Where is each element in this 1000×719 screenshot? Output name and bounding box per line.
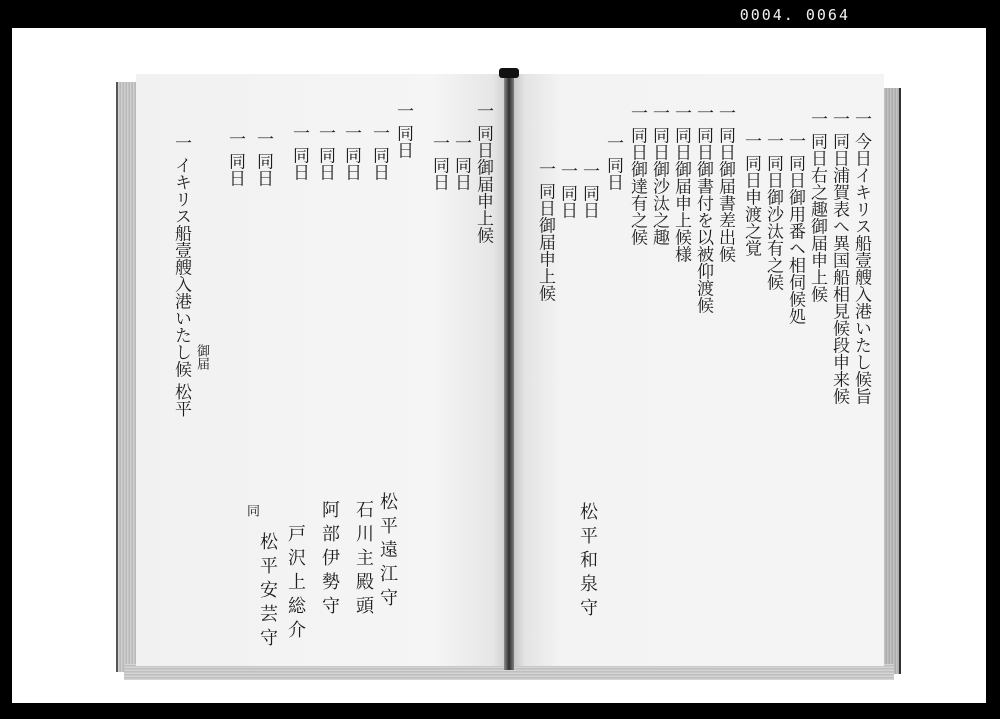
left-col-6: 一 同日 xyxy=(341,124,361,181)
right-col-2: 一 同日浦賀表へ異国船相見候段申来候 xyxy=(829,110,849,405)
book-spine xyxy=(504,74,514,670)
left-col-4: 一 同日 xyxy=(393,102,413,159)
left-col-11: 一 イキリス船壹艘入港いたし候 松平 xyxy=(171,134,191,417)
right-col-9: 一 同日御届申上候様 xyxy=(671,104,691,263)
document-scan xyxy=(12,28,986,703)
page-stack-right-edge xyxy=(881,88,901,674)
left-col-7: 一 同日 xyxy=(315,124,335,181)
signature-tozawa-kazusa: 戸沢上総介 xyxy=(285,524,306,644)
right-col-15: 一 同日御届申上候 xyxy=(535,160,555,302)
right-col-6: 一 同日申渡之覚 xyxy=(741,132,761,257)
right-col-7: 一 同日御届書差出候 xyxy=(715,104,735,263)
open-book xyxy=(116,74,901,702)
right-col-3: 一 同日右之趣御届申上候 xyxy=(807,110,827,303)
left-col-2: 一 同日 xyxy=(451,134,471,191)
binding-thread xyxy=(499,68,519,78)
right-col-14: 一 同日 xyxy=(557,162,577,219)
right-page xyxy=(510,74,884,666)
signature-ishikawa-tonomo: 石川主殿頭 xyxy=(353,500,374,620)
right-col-11: 一 同日御達有之候 xyxy=(627,104,647,246)
left-small-note-2: 御届 xyxy=(194,344,209,370)
left-col-5: 一 同日 xyxy=(369,124,389,181)
right-col-13: 一 同日 xyxy=(579,162,599,219)
right-col-4: 一 同日御用番ヘ相伺候処 xyxy=(785,132,805,325)
left-page xyxy=(136,74,508,666)
right-col-10: 一 同日御沙汰之趣 xyxy=(649,104,669,246)
signature-matsudaira-izumi: 松平和泉守 xyxy=(577,502,598,622)
frame-id: 0004. 0064 xyxy=(739,6,850,24)
signature-matsudaira-aki: 松平安芸守 xyxy=(257,532,278,652)
left-col-8: 一 同日 xyxy=(289,124,309,181)
right-col-5: 一 同日御沙汰有之候 xyxy=(763,132,783,291)
signature-matsudaira-totomi: 松平遠江守 xyxy=(377,492,398,612)
left-col-10: 一 同日 xyxy=(225,130,245,187)
left-col-1: 一 同日御届申上候 xyxy=(473,102,493,244)
signature-abe-ise: 阿部伊勢守 xyxy=(319,500,340,620)
right-col-1: 一 今日イキリス船壹艘入港いたし候旨 xyxy=(851,110,871,405)
left-col-9: 一 同日 xyxy=(253,130,273,187)
left-col-3: 一 同日 xyxy=(429,134,449,191)
right-col-8: 一 同日御書付を以被仰渡候 xyxy=(693,104,713,314)
left-small-note-1: 同 xyxy=(244,504,259,517)
right-col-12: 一 同日 xyxy=(603,134,623,191)
